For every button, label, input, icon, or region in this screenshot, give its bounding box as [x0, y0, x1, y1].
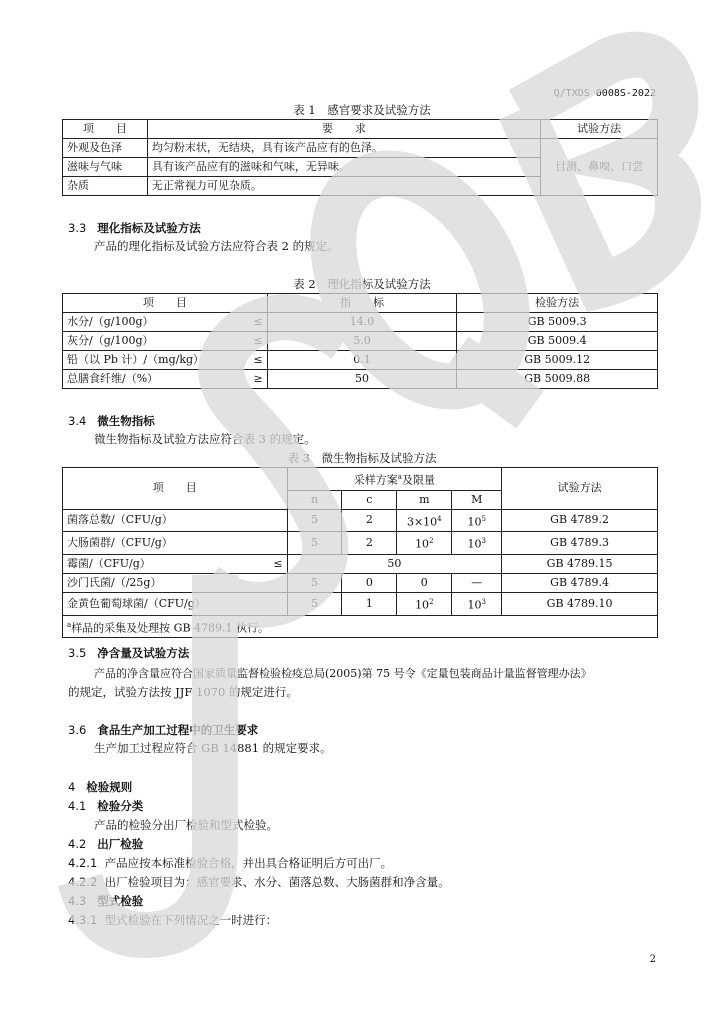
table3-cell: 0: [342, 573, 397, 592]
table3-cell: [397, 509, 452, 532]
table1: [62, 119, 658, 196]
section-3-3-heading: [68, 220, 201, 236]
table2-sym: ≤: [242, 313, 267, 332]
table3-cell: [397, 592, 452, 615]
value-exp: 3: [481, 537, 486, 546]
note-text: 样品的采集及处理按 GB 4789.1 执行。: [71, 621, 270, 635]
table2-cell: 铅（以 Pb 计）/（mg/kg）: [63, 351, 243, 370]
clause-text: 型式检验在下列情况之一时进行：: [104, 913, 278, 927]
value-base: 10: [467, 515, 482, 529]
table3-cell: GB 4789.3: [502, 532, 658, 555]
section-title: 检验规则: [86, 780, 133, 794]
value-exp: 4: [437, 514, 442, 523]
table3-cell: GB 4789.15: [502, 554, 658, 573]
section-3-5-line2: 的规定，试验方法按 JJF 1070 的规定进行。: [68, 685, 298, 699]
section-3-4-heading: [68, 413, 155, 429]
table2-cell: 50: [267, 370, 457, 389]
table3-header-item: 项 目: [63, 468, 288, 510]
section-4-2-2: [68, 874, 450, 890]
table3-cell: 大肠菌群/（CFU/g）: [63, 532, 288, 555]
table3-cell: 5: [287, 592, 342, 615]
value-base: 10: [415, 598, 430, 612]
table3-cell: 1: [342, 592, 397, 615]
section-number: 4.3.1: [68, 913, 98, 927]
section-4-3-1: [68, 912, 277, 928]
table2-sym: ≤: [242, 332, 267, 351]
table3-cell: [452, 592, 502, 615]
plan-label-tail: 及限量: [401, 473, 435, 487]
table2-cell: 灰分/（g/100g）: [63, 332, 243, 351]
table1-caption: 表 1 感官要求及试验方法: [293, 103, 431, 117]
table2-cell: 总膳食纤维/（%）: [63, 370, 243, 389]
section-3-6-heading: [68, 722, 258, 738]
table3-cell: [452, 509, 502, 532]
section-4-heading: [68, 779, 132, 795]
clause-text: 产品应按本标准检验合格，并出具合格证明后方可出厂。: [104, 856, 393, 870]
section-number: 4.1: [68, 799, 87, 813]
table3-sym: ≤: [262, 554, 287, 573]
table3-cell: 50: [287, 554, 502, 573]
table1-cell: 均匀粉末状，无结块，具有该产品应有的色泽。: [147, 139, 540, 158]
table2-header-method: 检验方法: [457, 294, 658, 313]
section-title: 净含量及试验方法: [97, 646, 190, 660]
value-base: 10: [467, 537, 482, 551]
table2-cell: 5.0: [267, 332, 457, 351]
table2-sym: ≤: [242, 351, 267, 370]
section-number: 4.3: [68, 894, 87, 908]
value-base: 10: [415, 537, 430, 551]
value-exp: 2: [429, 597, 434, 606]
value-base: 3×10: [406, 515, 438, 529]
section-4-3-heading: [68, 893, 143, 909]
table2-cell: GB 5009.88: [457, 370, 658, 389]
footnote-mark: a: [67, 620, 72, 629]
table3-sub-m: m: [397, 490, 452, 509]
table3-cell: 菌落总数/（CFU/g）: [63, 509, 288, 532]
table3-cell: 2: [342, 532, 397, 555]
section-title: 型式检验: [97, 894, 144, 908]
table2-header-item: 项 目: [63, 294, 268, 313]
table2-header-value: 指 标: [267, 294, 457, 313]
table1-cell: 滋味与气味: [63, 158, 148, 177]
table3-sub-c: c: [342, 490, 397, 509]
table3-cell: 5: [287, 573, 342, 592]
page-number: 2: [649, 954, 656, 965]
section-4-1-heading: [68, 798, 143, 814]
section-number: 3.3: [68, 221, 87, 235]
section-number: 3.6: [68, 723, 87, 737]
clause-text: 出厂检验项目为：感官要求、水分、菌落总数、大肠菌群和净含量。: [104, 875, 450, 889]
table1-cell: 外观及色泽: [63, 139, 148, 158]
table3-cell: 5: [287, 532, 342, 555]
table3-header-method: 试验方法: [502, 468, 658, 510]
section-3-3-text: 产品的理化指标及试验方法应符合表 2 的规定。: [94, 239, 339, 253]
section-number: 3.4: [68, 414, 87, 428]
section-title: 食品生产加工过程中的卫生要求: [97, 723, 259, 737]
table3-header-plan: [287, 468, 502, 491]
value-exp: 5: [481, 514, 486, 523]
table2-cell: GB 5009.12: [457, 351, 658, 370]
table1-cell: 无正常视力可见杂质。: [147, 177, 540, 196]
section-number: 4.2: [68, 837, 87, 851]
table2-cell: 水分/（g/100g）: [63, 313, 243, 332]
section-3-5-line1: 产品的净含量应符合国家质量监督检验检疫总局(2005)第 75 号令《定量包装商品计量监督管理办法》: [94, 667, 592, 680]
table3-cell: 金黄色葡萄球菌/（CFU/g）: [63, 592, 288, 615]
table3-cell: 5: [287, 509, 342, 532]
section-title: 出厂检验: [97, 837, 144, 851]
section-title: 检验分类: [97, 799, 144, 813]
section-3-4-text: 微生物指标及试验方法应符合表 3 的规定。: [94, 432, 316, 446]
table3-cell: 2: [342, 509, 397, 532]
section-number: 3.5: [68, 646, 87, 660]
table2-sym: ≥: [242, 370, 267, 389]
section-4-1-text: 产品的检验分出厂检验和型式检验。: [94, 818, 278, 832]
table2-cell: GB 5009.4: [457, 332, 658, 351]
table1-header-req: 要 求: [147, 120, 540, 139]
table3-cell: GB 4789.2: [502, 509, 658, 532]
table3-cell: [452, 532, 502, 555]
document-code: Q/TXDS 0008S-2022: [553, 88, 656, 99]
table2: [62, 293, 658, 389]
table3-cell: [397, 532, 452, 555]
table1-cell: 杂质: [63, 177, 148, 196]
table1-header-item: 项 目: [63, 120, 148, 139]
table3-cell: GB 4789.4: [502, 573, 658, 592]
table3-cell: 沙门氏菌/（/25g）: [63, 573, 288, 592]
table3-sub-M: M: [452, 490, 502, 509]
table3-cell: GB 4789.10: [502, 592, 658, 615]
table3-cell: 霉菌/（CFU/g）: [63, 554, 263, 573]
table3-sub-n: n: [287, 490, 342, 509]
section-number: 4.2.2: [68, 875, 98, 889]
footnote-mark: a: [397, 473, 402, 481]
table1-cell: 具有该产品应有的滋味和气味，无异味。: [147, 158, 540, 177]
table1-header-method: 试验方法: [541, 120, 658, 139]
value-exp: 2: [429, 537, 434, 546]
section-3-6-text: 生产加工过程应符合 GB 14881 的规定要求。: [94, 741, 332, 755]
table2-cell: 14.0: [267, 313, 457, 332]
value-exp: 3: [481, 597, 486, 606]
section-4-2-heading: [68, 836, 143, 852]
section-title: 微生物指标: [97, 414, 155, 428]
table3-cell: 0: [397, 573, 452, 592]
table3-cell: —: [452, 573, 502, 592]
section-4-2-1: [68, 855, 392, 871]
table2-caption: 表 2 理化指标及试验方法: [293, 277, 431, 291]
table3-caption: 表 3 微生物指标及试验方法: [287, 451, 437, 465]
plan-label: 采样方案: [353, 473, 398, 487]
table1-method: 目测、鼻嗅、口尝: [541, 139, 658, 196]
section-title: 理化指标及试验方法: [97, 221, 201, 235]
table2-cell: GB 5009.3: [457, 313, 658, 332]
value-base: 10: [467, 598, 482, 612]
section-number: 4.2.1: [68, 856, 98, 870]
table3: [62, 467, 658, 638]
section-number: 4: [68, 780, 76, 794]
table3-note: [63, 615, 658, 638]
table2-cell: 0.1: [267, 351, 457, 370]
section-3-5-heading: [68, 645, 189, 661]
